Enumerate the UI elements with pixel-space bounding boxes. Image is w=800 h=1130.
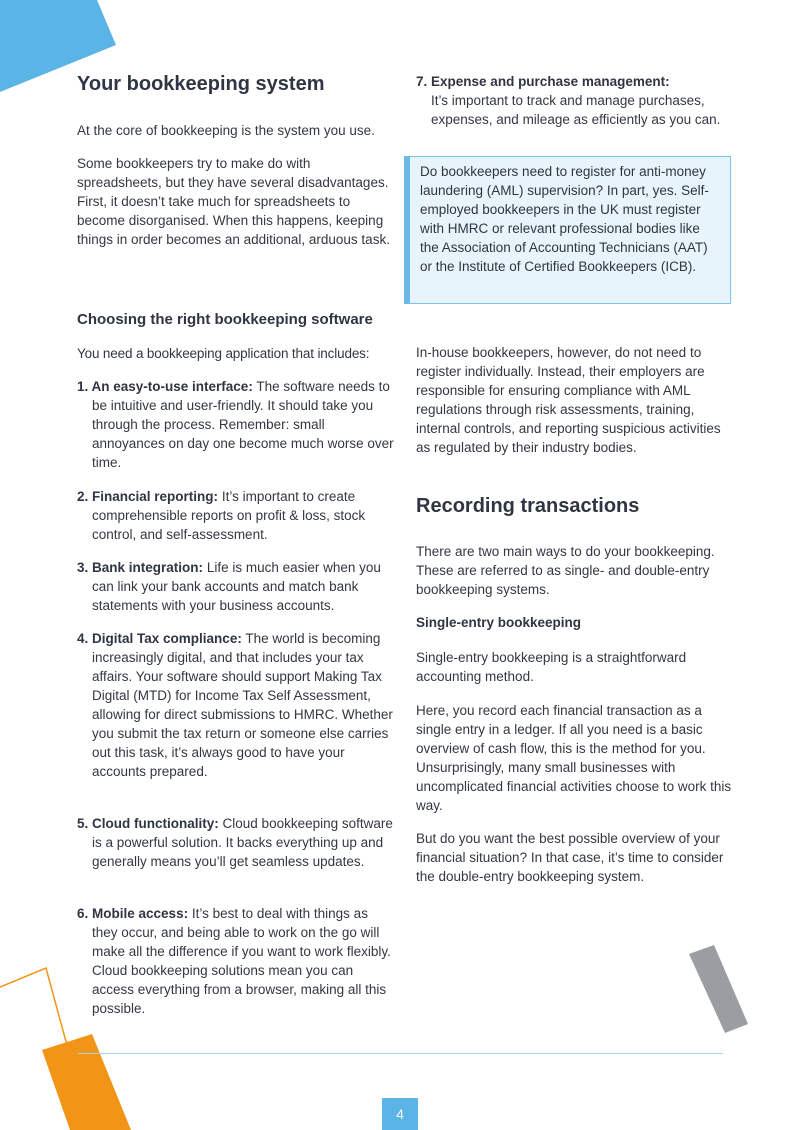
list-item-3: 3. Bank integration: Life is much easier when you can link your bank accounts and match bank statements with your business accounts. bbox=[77, 560, 381, 613]
software-intro-paragraph: You need a bookkeeping application that includes: bbox=[77, 346, 370, 361]
single-entry-paragraph-1: Single-entry bookkeeping is a straightforward accounting method. bbox=[416, 650, 687, 684]
aml-callout-box bbox=[404, 156, 731, 304]
list-item-6: 6. Mobile access: It’s best to deal with things as they occur, and being able to work on the go will make all the difference if you want to work flexibly. Cloud bookkeeping solutions mean you can access everything from a browser, making all this possible. bbox=[77, 906, 391, 1016]
aml-callout-text: Do bookkeepers need to register for anti-money laundering (AML) supervision? In part, yes. Self-employed bookkeepers in the UK must register with HMRC or relevant professional bodies like the Association of Accounting Technicians (AAT) or the Institute of Certified Bookkeepers (ICB). bbox=[420, 164, 709, 274]
single-entry-paragraph-2: Here, you record each financial transaction as a single entry in a ledger. If all you need is a basic overview of cash flow, this is the method for you. Unsurprisingly, many small businesses with uncomplicated financial activities choose to work this way. bbox=[416, 703, 732, 813]
bottom-right-gray-bar bbox=[685, 940, 755, 1040]
list-item-5: 5. Cloud functionality: Cloud bookkeeping software is a powerful solution. It backs everything up and generally means you’ll get seamless updates. bbox=[77, 816, 393, 869]
intro-paragraph: At the core of bookkeeping is the system you use. bbox=[77, 123, 375, 138]
list-item-2: 2. Financial reporting: It’s important to create comprehensible reports on profit & loss, stock control, and self-assessment. bbox=[77, 489, 366, 542]
spreadsheets-paragraph: Some bookkeepers try to make do with spreadsheets, but they have several disadvantages. First, it doesn’t take much for spreadsheets to become disorganised. When this happens, keeping things in order becomes an additional, arduous task. bbox=[77, 156, 390, 247]
list-item-1: 1. An easy-to-use interface: The software needs to be intuitive and user-friendly. It should take you through the process. Remember: small annoyances on day one become much worse over time. bbox=[77, 379, 394, 470]
page-number: 4 bbox=[396, 1106, 404, 1122]
footer-divider bbox=[78, 1053, 723, 1054]
list-item-4: 4. Digital Tax compliance: The world is becoming increasingly digital, and that includes your tax affairs. Your software should support Making Tax Digital (MTD) for Income Tax Self Assessment, allowing for direct submissions to HMRC. Whether you submit the tax return or someone else carries out this task, it’s always good to have your accounts prepared. bbox=[77, 631, 393, 779]
subheading-single-entry: Single-entry bookkeeping bbox=[416, 615, 582, 630]
section-heading-recording-transactions: Recording transactions bbox=[416, 495, 640, 517]
single-entry-paragraph-3: But do you want the best possible overview of your financial situation? In that case, it’s time to consider the double-entry bookkeeping system. bbox=[416, 831, 724, 884]
list-item-7: 7. Expense and purchase management: It’s important to track and manage purchases, expenses, and mileage as efficiently as you can. bbox=[416, 74, 721, 127]
recording-intro-paragraph: There are two main ways to do your bookkeeping. These are referred to as single- and double-entry bookkeeping systems. bbox=[416, 544, 715, 597]
subheading-choosing-software: Choosing the right bookkeeping software bbox=[77, 311, 373, 328]
section-heading-bookkeeping-system: Your bookkeeping system bbox=[77, 73, 325, 95]
inhouse-paragraph: In-house bookkeepers, however, do not need to register individually. Instead, their employers are responsible for ensuring compliance with AML regulations through risk assessments, training, internal controls, and reporting suspicious activities as regulated by their industry bodies. bbox=[416, 345, 721, 455]
page-number-badge bbox=[382, 1098, 418, 1130]
